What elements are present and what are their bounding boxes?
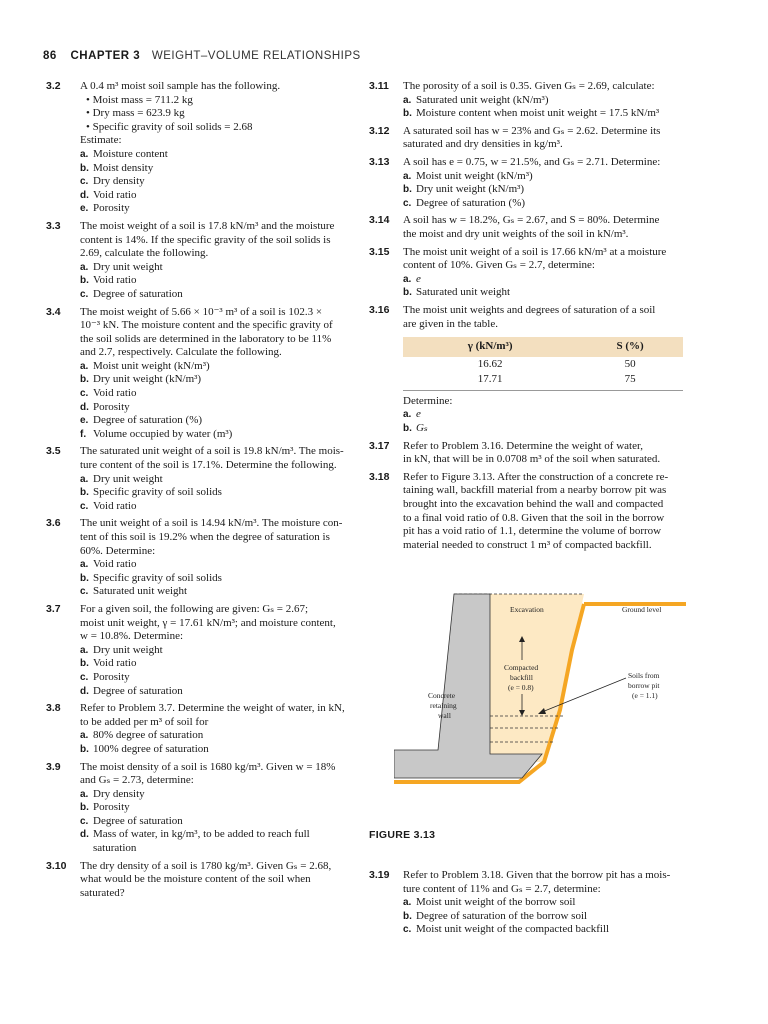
sub-item: c. Degree of saturation — [80, 287, 183, 300]
right-column — [369, 80, 687, 556]
sub-item: b. Saturated unit weight — [403, 286, 511, 299]
sub-item: a. Moist unit weight (kN/m³) — [80, 359, 210, 372]
table-cell: 75 — [577, 372, 683, 390]
sub-item: a. Dry unit weight — [80, 472, 163, 485]
sub-item: b. Degree of saturation of the borrow soil — [403, 909, 588, 922]
sub-item: b. Gₛ — [403, 422, 428, 435]
bullet-item: • Specific gravity of soil solids = 2.68 — [80, 121, 365, 135]
problem-text: to be added per m³ of soil for — [80, 715, 209, 728]
sub-item: c. Saturated unit weight — [80, 585, 188, 598]
problem-text: 10⁻³ kN. The moisture content and the specific gravity of — [80, 319, 333, 332]
problem-text: tent of this soil is 19.2% when the degree of saturation is — [80, 531, 330, 543]
problem-text: what would be the moisture content of the soil when — [80, 873, 311, 886]
problem-text: content of 10%. Given Gₛ = 2.7, determine: — [403, 259, 595, 272]
label-wall: wall — [438, 711, 451, 720]
sub-item: a. Moist unit weight of the borrow soil — [403, 896, 576, 909]
problem-text: For a given soil, the following are given: Gₛ = 2.67; — [80, 602, 309, 615]
sub-item: b. Moisture content when moist unit weight = 17.5 kN/m³ — [403, 107, 660, 120]
sub-item: a. 80% degree of saturation — [80, 729, 204, 742]
problem-number: 3.18 — [369, 470, 390, 483]
sub-item: e. Degree of saturation (%) — [80, 414, 203, 427]
sub-item: b. Specific gravity of soil solids — [80, 571, 222, 584]
sub-item: c. Degree of saturation — [80, 814, 183, 827]
problem-lead: Estimate: — [80, 134, 122, 147]
bullet-item: • Moist mass = 711.2 kg — [80, 94, 365, 108]
problem-3-13 — [369, 156, 687, 210]
problem-text: content is 14%. If the specific gravity of the soil solids is — [80, 233, 331, 246]
problem-text: A soil has e = 0.75, w = 21.5%, and Gₛ = 2.71. Determine: — [403, 155, 661, 168]
sub-item: a. Moisture content — [80, 147, 168, 160]
problem-number: 3.8 — [46, 702, 61, 715]
table-row — [403, 372, 683, 390]
problem-text: Refer to Problem 3.18. Given that the borrow pit has a mois- — [403, 869, 671, 881]
problem-text: The moist unit weight of a soil is 17.66 kN/m³ at a moisture — [403, 245, 667, 258]
problem-text: The porosity of a soil is 0.35. Given Gₛ = 2.69, calculate: — [403, 80, 655, 92]
problem-text: and Gₛ = 2.73, determine: — [80, 774, 194, 787]
retaining-wall-figure — [394, 590, 694, 790]
data-table — [403, 337, 683, 391]
problem-text: to a final void ratio of 0.8. Given that the soil in the borrow — [403, 511, 665, 524]
problem-text: A 0.4 m³ moist soil sample has the following. — [80, 80, 281, 92]
problem-3-3 — [43, 220, 365, 302]
problem-number: 3.10 — [46, 859, 67, 872]
problem-text: material needed to construct 1 m³ of compacted backfill. — [403, 538, 652, 551]
label-soils-from: Soils from — [628, 671, 660, 680]
table-row — [403, 357, 683, 373]
sub-item: b. Dry unit weight (kN/m³) — [80, 373, 202, 386]
sub-item: c. Degree of saturation (%) — [403, 196, 526, 209]
problem-text: 60%. Determine: — [80, 544, 156, 557]
sub-item-continued: saturation — [93, 842, 137, 855]
label-retaining: retaining — [430, 701, 457, 710]
sub-item: b. 100% degree of saturation — [80, 742, 209, 755]
sub-item: d. Void ratio — [80, 188, 137, 201]
sub-item: d. Mass of water, in kg/m³, to be added to reach full — [80, 828, 310, 841]
sub-item: b. Dry unit weight (kN/m³) — [403, 183, 525, 196]
problem-number: 3.16 — [369, 303, 390, 316]
problem-3-17 — [369, 440, 687, 467]
sub-item: a. Moist unit weight (kN/m³) — [403, 169, 533, 182]
problem-text: and 2.7, respectively. Calculate the following. — [80, 346, 282, 359]
sub-item: a. Dry density — [80, 787, 145, 800]
table-header: γ (kN/m³) — [403, 337, 577, 357]
problem-number: 3.11 — [369, 80, 389, 92]
problem-text: are given in the table. — [403, 317, 498, 330]
problem-text: 2.69, calculate the following. — [80, 247, 209, 260]
problem-number: 3.17 — [369, 439, 390, 452]
label-borrow-pit: borrow pit — [628, 681, 660, 690]
problem-text: The saturated unit weight of a soil is 19.8 kN/m³. The mois- — [80, 445, 344, 458]
sub-item: c. Dry density — [80, 175, 145, 188]
problem-text: The moist density of a soil is 1680 kg/m³. Given w = 18% — [80, 760, 336, 773]
problem-3-9 — [43, 761, 365, 856]
sub-item: d. Porosity — [80, 400, 130, 413]
left-column — [43, 80, 365, 904]
problem-number: 3.4 — [46, 305, 61, 318]
problem-text: saturated? — [80, 886, 125, 899]
problem-3-12 — [369, 125, 687, 152]
problem-text: pit has a void ratio of 1.1, determine the volume of borrow — [403, 525, 662, 538]
problem-text: The dry density of a soil is 1780 kg/m³. Given Gₛ = 2.68, — [80, 859, 332, 872]
problem-text: The unit weight of a soil is 14.94 kN/m³. The moisture con- — [80, 517, 343, 530]
sub-item: d. Degree of saturation — [80, 684, 183, 697]
label-concrete: Concrete — [428, 691, 456, 700]
sub-item: a. Void ratio — [80, 558, 137, 571]
problem-3-19 — [369, 869, 687, 941]
problem-text: The moist unit weights and degrees of saturation of a soil — [403, 303, 656, 316]
problem-text: w = 10.8%. Determine: — [80, 630, 184, 643]
problem-number: 3.19 — [369, 869, 390, 881]
problem-number: 3.9 — [46, 760, 61, 773]
label-backfill: backfill — [510, 673, 533, 682]
problem-3-10 — [43, 860, 365, 901]
bullet-item: • Dry mass = 623.9 kg — [80, 107, 365, 121]
sub-item: a. Saturated unit weight (kN/m³) — [403, 93, 549, 106]
figure-caption: FIGURE 3.13 — [369, 829, 436, 841]
sub-item: b. Void ratio — [80, 274, 137, 287]
sub-item: b. Porosity — [80, 801, 130, 814]
problem-number: 3.14 — [369, 214, 390, 227]
table-cell: 16.62 — [477, 357, 503, 370]
sub-item: c. Moist unit weight of the compacted backfill — [403, 923, 610, 936]
problem-text: Refer to Problem 3.16. Determine the weight of water, — [403, 439, 643, 452]
problem-3-4 — [43, 306, 365, 442]
sub-item: a. Dry unit weight — [80, 260, 163, 273]
sub-item: f. Volume occupied by water (m³) — [80, 427, 233, 440]
label-void-ratio-borrow: (e = 1.1) — [632, 691, 658, 700]
table-cell: 50 — [624, 357, 636, 370]
sub-item: b. Specific gravity of soil solids — [80, 486, 222, 499]
problem-text: the soil solids are determined in the laboratory to be 11% — [80, 332, 332, 345]
problem-text: Refer to Problem 3.7. Determine the weight of water, in kN, — [80, 702, 345, 715]
problem-text: saturated and dry densities in kg/m³. — [403, 138, 563, 151]
running-header — [43, 50, 361, 62]
page-number: 86 — [43, 50, 57, 62]
sub-item: b. Moist density — [80, 161, 154, 174]
problem-number: 3.3 — [46, 219, 61, 232]
problem-text: A soil has w = 18.2%, Gₛ = 2.67, and S = 80%. Determine — [403, 214, 660, 227]
problem-number: 3.7 — [46, 602, 61, 615]
chapter-label: CHAPTER 3 — [70, 50, 141, 62]
problem-text: brought into the excavation behind the wall and compacted — [403, 498, 664, 511]
problem-3-2 — [43, 80, 365, 216]
problem-text: The moist weight of a soil is 17.8 kN/m³ and the moisture — [80, 219, 335, 232]
problem-text: the moist and dry unit weights of the soil in kN/m³. — [403, 227, 629, 240]
sub-item: b. Void ratio — [80, 657, 137, 670]
problem-text: ture content of the soil is 17.1%. Determine the following. — [80, 459, 337, 472]
problem-3-15 — [369, 246, 687, 300]
problem-3-6 — [43, 517, 365, 599]
sub-item: c. Void ratio — [80, 387, 137, 400]
problem-number: 3.6 — [46, 517, 61, 530]
label-excavation: Excavation — [510, 605, 544, 614]
sub-item: e. Porosity — [80, 202, 130, 215]
problem-text: Refer to Figure 3.13. After the construction of a concrete re- — [403, 470, 669, 483]
sub-item: c. Void ratio — [80, 499, 137, 512]
problem-text: moist unit weight, γ = 17.61 kN/m³; and moisture content, — [80, 616, 336, 629]
problem-number: 3.2 — [46, 80, 61, 92]
chapter-title: WEIGHT–VOLUME RELATIONSHIPS — [151, 50, 361, 62]
problem-number: 3.15 — [369, 245, 390, 258]
problem-3-11 — [369, 80, 687, 121]
problem-3-14 — [369, 214, 687, 241]
problem-text: ture content of 11% and Gₛ = 2.7, determine: — [403, 882, 601, 895]
compacted-backfill — [490, 594, 584, 762]
label-ground-level: Ground level — [622, 605, 662, 614]
problem-3-8 — [43, 702, 365, 756]
problem-3-16 — [369, 304, 687, 436]
table-cell: 17.71 — [403, 372, 577, 390]
problem-text: A saturated soil has w = 23% and Gₛ = 2.62. Determine its — [403, 124, 661, 137]
label-void-ratio-backfill: (e = 0.8) — [508, 683, 534, 692]
problem-number: 3.12 — [369, 124, 390, 137]
sub-item: a. Dry unit weight — [80, 643, 163, 656]
problem-3-18 — [369, 471, 687, 553]
problem-3-5 — [43, 445, 365, 513]
sub-item: c. Porosity — [80, 670, 130, 683]
problem-text: taining wall, backfill material from a nearby borrow pit was — [403, 484, 667, 497]
problem-number: 3.13 — [369, 155, 390, 168]
sub-item: a. e — [403, 408, 421, 421]
problem-number: 3.5 — [46, 445, 61, 458]
problem-text: in kN, that will be in 0.0708 m³ of the soil when saturated. — [403, 453, 661, 466]
sub-item: a. e — [403, 272, 421, 285]
problem-text: The moist weight of 5.66 × 10⁻³ m³ of a soil is 102.3 × — [80, 305, 323, 318]
problem-3-7 — [43, 603, 365, 698]
table-header: S (%) — [577, 337, 683, 357]
label-compacted: Compacted — [504, 663, 539, 672]
problem-lead: Determine: — [403, 394, 453, 407]
